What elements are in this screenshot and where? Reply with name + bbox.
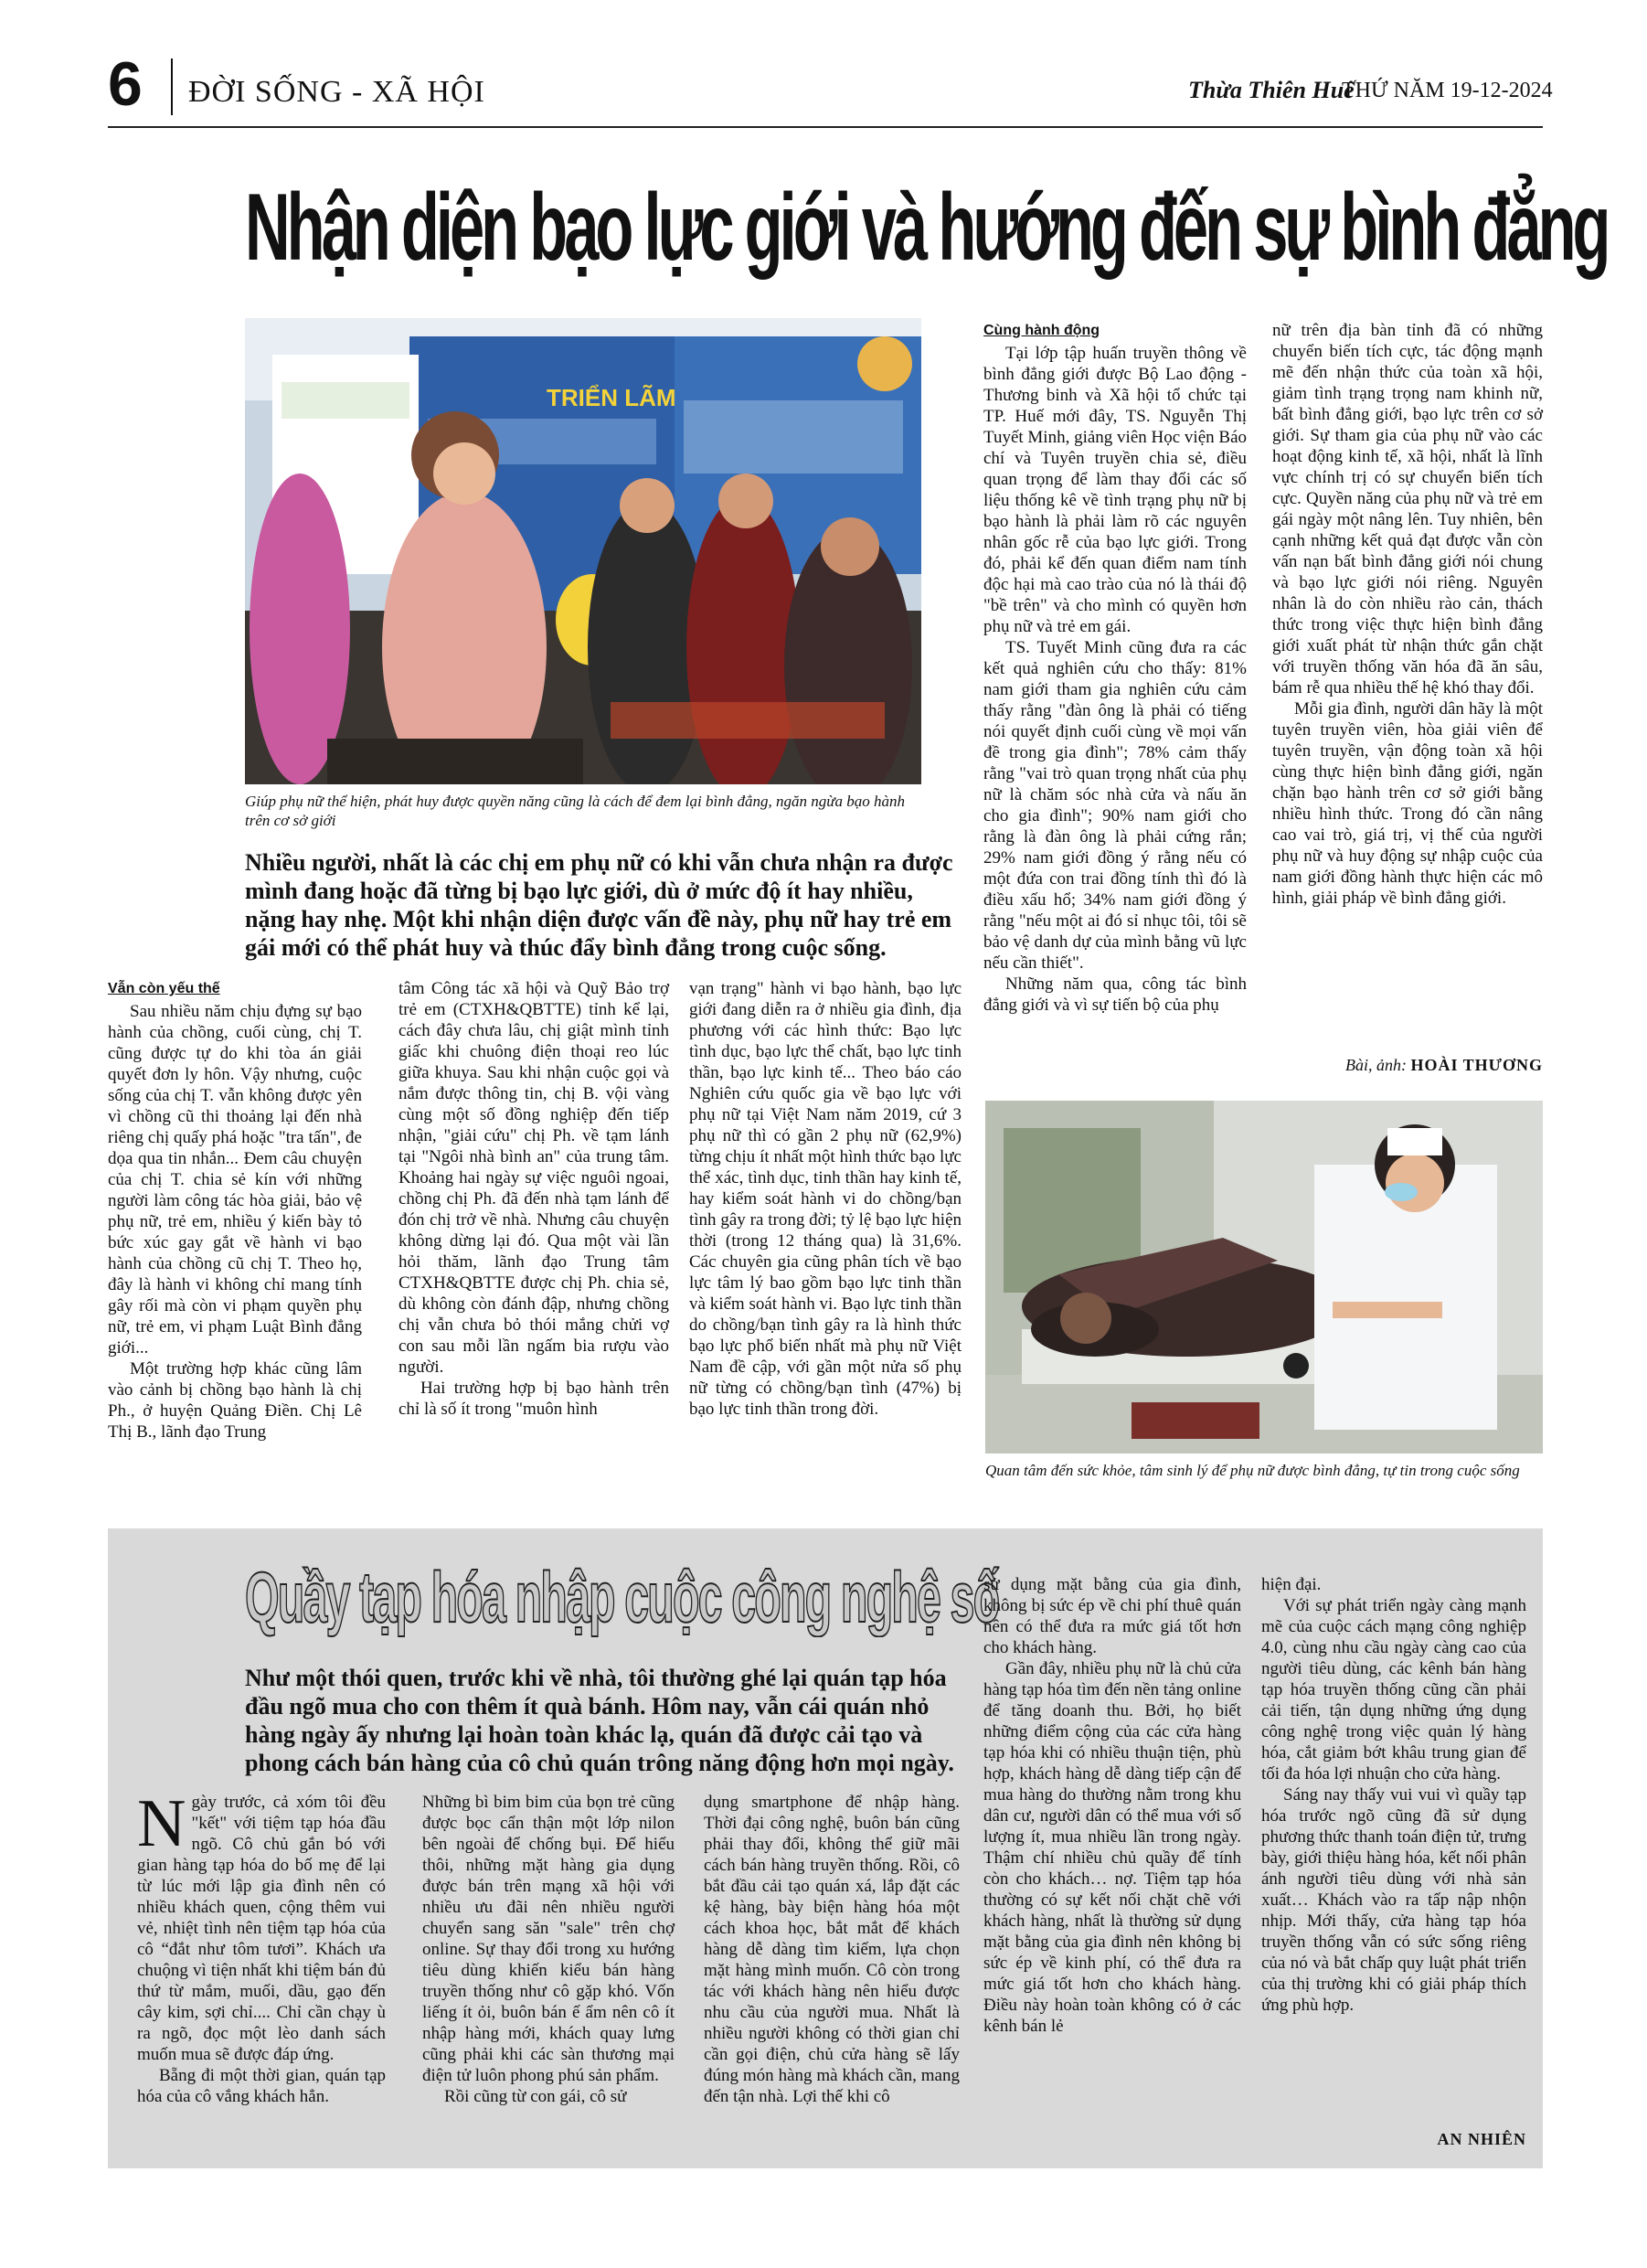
paragraph: Mỗi gia đình, người dân hãy là một tuyên truyền viên, hòa giải viên để tuyên truyền, vận động toàn xã hội cùng thực hiện bình đẳng giới, ngăn chặn bạo hành trên cơ sở giới bằng nhiều hình thức. Trong đó cần nâng cao vai trò, giá trị, vị thế của người phụ nữ và huy động sự nhập cuộc của nam giới đồng hành thực hiện các mô hình, giải pháp về bình đẳng giới. bbox=[1272, 699, 1543, 908]
paragraph: gày trước, cả xóm tôi đều "kết" với tiệm tạp hóa đầu ngõ. Cô chủ gắn bó với gian hàng tạp hóa do bố mẹ để lại từ lúc mới lập gia đình nên có nhiều khách quen, cộng thêm vui vẻ, nhiệt tình nên tiệm tạp hóa của cô “đắt như tôm tươi”. Khách ưa chuộng vì tiện nhất khi tiệm bán đủ thứ từ mắm, muối, dầu, gạo đến cây kim, sợi chỉ.... Chỉ cần chạy ù ra ngõ, đọc một lèo danh sách muốn mua sẽ được đáp ứng. bbox=[137, 1793, 386, 2064]
paragraph: dụng smartphone để nhập hàng. Thời đại công nghệ, buôn bán cũng phải thay đổi, không thể giữ mãi cách bán hàng truyền thống. Rồi, cô bắt đầu cải tạo quán xá, lắp đặt các kệ hàng, bày biện hàng hóa một cách khoa học, bắt mắt để khách hàng dễ dàng tìm kiếm, lựa chọn mặt hàng mình muốn. Cô còn trong tác với khách hàng nên hiểu được nhu cầu của người mua. Nhất là nhiều người không có thời gian chỉ cần gọi điện, chủ cửa hàng sẽ lấy đúng món hàng mà khách cần, mang đến tận nhà. Lợi thế khi cô bbox=[704, 1793, 960, 2106]
article2-column-2 bbox=[422, 1792, 675, 2107]
article1-column-5 bbox=[1272, 320, 1543, 909]
byline-author: AN NHIÊN bbox=[1437, 2130, 1526, 2148]
header-rule bbox=[108, 126, 1543, 128]
paragraph: TS. Tuyết Minh cũng đưa ra các kết quả nghiên cứu cho thấy: 81% nam giới tham gia nghiên cứu cảm thấy rằng "đàn ông là phải có tiếng nói quyết định cuối cùng về mọi vấn đề trong gia đình"; 78% cảm thấy rằng "vai trò quan trọng nhất của phụ nữ là chăm sóc nhà cửa và nấu ăn cho gia đình"; 90% nam giới cho rằng là đàn ông là phải cứng rắn; 29% nam giới đồng ý rằng nếu có một đứa con trai đồng tính thì đó là điều xấu hổ; 34% nam giới đồng ý rằng "nếu một ai đó sỉ nhục tôi, tôi sẽ bảo vệ danh dự của mình bằng vũ lực nếu cần thiết". bbox=[983, 638, 1247, 973]
dropcap-letter: N bbox=[137, 1786, 186, 1861]
paragraph: sử dụng mặt bằng của gia đình, không bị sức ép về chi phí thuê quán nên có thể đưa ra mức giá tốt hơn cho khách hàng. bbox=[983, 1575, 1241, 1657]
article1-subhead-1: Vẫn còn yếu thế bbox=[108, 981, 220, 996]
paragraph: Sáng nay thấy vui vui vì quầy tạp hóa trước ngõ cũng đã sử dụng phương thức thanh toán điện tử, trưng bày, giới thiệu hàng hóa, kết nối phân ánh người tiêu dùng với nhà sản xuất… Khách vào ra tấp nập nhộn nhịp. Mới thấy, cửa hàng tạp hóa truyền thống vẫn có sức sống riêng của nó và bắt chấp quy luật phát triển của thị trường khi có giải pháp thích ứng phù hợp. bbox=[1261, 1785, 1526, 2015]
article2-column-1 bbox=[137, 1786, 386, 2107]
paragraph: Những bì bim bim của bọn trẻ cũng được bọc cẩn thận một lớp nilon bên ngoài để chống bụi. Để hiểu thôi, những mặt hàng gia dụng được bán trên mạng xã hội với nhiều ưu đãi nên nhiều người chuyển sang săn "sale" trên chợ online. Sự thay đổi trong xu hướng tiêu dùng khiến kiểu bán hàng truyền thống như cô gặp khó. Vốn liếng ít ỏi, buôn bán ế ẩm nên cô ít nhập hàng mới, khách quay lưng cũng phải khi các sàn thương mại điện tử luôn phong phú sản phẩm. bbox=[422, 1793, 675, 2085]
article1-column-3 bbox=[689, 978, 962, 1420]
byline-author: HOÀI THƯƠNG bbox=[1410, 1056, 1543, 1074]
nurse-photo-illustration bbox=[985, 1101, 1543, 1453]
article2-column-5 bbox=[1261, 1574, 1526, 2016]
banner-text: TRIỂN LÃM bbox=[547, 384, 676, 411]
paragraph: Hai trường hợp bị bạo hành trên chỉ là số ít trong "muôn hình bbox=[398, 1379, 669, 1419]
exhibition-photo-illustration bbox=[245, 318, 921, 784]
paragraph: vạn trạng" hành vi bạo hành, bạo lực giới đang diễn ra ở nhiều gia đình, địa phương với các hình thức: Bạo lực tình dục, bạo lực thể chất, bạo lực tinh thần, bạo lực kinh tế... Theo báo cáo Nghiên cứu quốc gia về bạo lực với phụ nữ tại Việt Nam năm 2019, cứ 3 phụ nữ thì có gần 2 phụ nữ (62,9%) từng chịu ít nhất một hình thức bạo lực thể xác, tình dục, tinh thần hay kinh tế, hay kiểm soát hành vi do chồng/bạn tình gây ra trong đời; tỷ lệ bạo lực hiện thời (trong 12 tháng qua) là 31,6%. Các chuyên gia cũng phân tích về bạo lực tâm lý bao gồm bạo lực tinh thần và kiểm soát hành vi. Bạo lực tinh thần do chồng/bạn tình gây ra là hình thức bạo lực phổ biến nhất mà phụ nữ Việt Nam đề cập, với gần một nửa số phụ nữ từng có chồng/bạn tình (47%) bị bạo lực tinh thần trong đời. bbox=[689, 979, 962, 1419]
article1-column-1 bbox=[108, 978, 362, 1443]
paragraph: Gần đây, nhiều phụ nữ là chủ cửa hàng tạp hóa tìm đến nền tảng online để tăng doanh thu. Bởi, họ biết những điểm cộng của các cửa hàng tạp hóa khi có nhiều thuận tiện, phù hợp, khách hàng dễ dàng tiếp cận để mua hàng do thường nằm trong khu dân cư, người dân có thể mua với số lượng ít, mua nhiều lần trong ngày. Thậm chí nhiều chủ quầy để tính còn cho khách… nợ. Tiệm tạp hóa thường có sự kết nối chặt chẽ với khách hàng, nhất là thường sử dụng mặt bằng của gia đình nên không bị sức ép về kinh phí, có thể đưa ra mức giá tốt hơn cho khách hàng. Điều này hoàn toàn không có ở các kênh bán lẻ bbox=[983, 1659, 1241, 2036]
paragraph: Những năm qua, công tác bình đẳng giới và vì sự tiến bộ của phụ bbox=[983, 974, 1247, 1015]
paragraph: Tại lớp tập huấn truyền thông về bình đẳng giới được Bộ Lao động - Thương binh và Xã hội tổ chức tại TP. Huế mới đây, TS. Nguyễn Thị Tuyết Minh, giảng viên Học viện Báo chí và Tuyên truyền chia sẻ, điều quan trọng để làm thay đổi các số liệu thống kê về tình trạng phụ nữ bị bạo hành là phải làm rõ các nguyên nhân gốc rễ của bạo lực giới. Trong đó, phải kể đến quan điểm nam tính độc hại mà cao trào của nó là thái độ "bề trên" và cho mình có quyền hơn phụ nữ và trẻ em gái. bbox=[983, 344, 1247, 636]
header-divider bbox=[171, 59, 173, 115]
article2-lead: Như một thói quen, trước khi về nhà, tôi thường ghé lại quán tạp hóa đầu ngõ mua cho con thêm ít quà bánh. Hôm nay, vẫn cái quán nhỏ hàng ngày ấy nhưng lại hoàn toàn khác lạ, quán đã được cải tạo và phong cách bán hàng của cô chủ quán trông năng động hơn mọi ngày. bbox=[245, 1665, 954, 1776]
issue-date: THỨ NĂM 19-12-2024 bbox=[1342, 79, 1553, 102]
article1-column-4 bbox=[983, 320, 1247, 1016]
article2-headline: Quầy tạp hóa nhập cuộc công nghệ số bbox=[245, 1557, 999, 1637]
article2-column-4 bbox=[983, 1574, 1241, 2037]
article1-photo-exhibition bbox=[245, 318, 921, 784]
paragraph: nữ trên địa bàn tỉnh đã có những chuyển biến tích cực, tác động mạnh mẽ đến nhận thức của toàn xã hội, giảm tình trạng trọng nam khinh nữ, bất bình đẳng giới, bạo lực trên cơ sở giới. Sự tham gia của phụ nữ vào các hoạt động kinh tế, xã hội, nhất là lĩnh vực chính trị có sự chuyển biến tích cực. Quyền năng của phụ nữ và trẻ em gái ngày một nâng lên. Tuy nhiên, bên cạnh những kết quả đạt được vẫn còn vấn nạn bất bình đẳng giới nói chung và bạo lực giới nói riêng. Nguyên nhân là do còn nhiều rào cản, thách thức trong việc thực hiện bình đẳng giới xuất phát từ nhận thức gắn chặt với truyền thống văn hóa đã ăn sâu, bám rễ qua nhiều thế hệ khó thay đổi. bbox=[1272, 321, 1543, 697]
article1-subhead-2: Cùng hành động bbox=[983, 323, 1100, 338]
newspaper-name: Thừa Thiên Huế bbox=[1188, 77, 1355, 103]
paragraph: Bẵng đi một thời gian, quán tạp hóa của cô vắng khách hẳn. bbox=[137, 2066, 386, 2106]
section-title: ĐỜI SỐNG - XÃ HỘI bbox=[188, 75, 485, 109]
article1-byline bbox=[1272, 1056, 1543, 1075]
article1-column-2 bbox=[398, 978, 669, 1420]
paragraph: hiện đại. bbox=[1261, 1575, 1322, 1594]
article2-byline bbox=[1261, 2130, 1526, 2149]
paragraph: Rồi cũng từ con gái, cô sử bbox=[444, 2087, 627, 2106]
page-number: 6 bbox=[108, 49, 143, 119]
paragraph: tâm Công tác xã hội và Quỹ Bảo trợ trẻ em (CTXH&QBTTE) tỉnh kể lại, cách đây chưa lâu, chị giật mình tỉnh giấc khi chuông điện thoại reo lúc giữa khuya. Sau khi nhận cuộc gọi và nắm được thông tin, chị B. vội vàng cùng một số đồng nghiệp đến tiếp nhận, "giải cứu" chị Ph. về tạm lánh tại "Ngôi nhà bình an" của trung tâm. Khoảng hai ngày sự việc nguôi ngoai, chồng chị Ph. đã đến nhà tạm lánh để đón chị trở về nhà. Nhưng câu chuyện không dừng lại đó. Qua một vài lần hỏi thăm, lãnh đạo Trung tâm CTXH&QBTTE được chị Ph. chia sẻ, dù không còn đánh đập, nhưng chồng chị vẫn chưa bỏ thói mắng chửi vợ con sau mỗi lần ngấm bia rượu vào người. bbox=[398, 979, 669, 1377]
article1-photo1-caption: Giúp phụ nữ thể hiện, phát huy được quyền năng cũng là cách để đem lại bình đẳng, ngăn ngừa bạo hành trên cơ sở giới bbox=[245, 793, 905, 829]
article1-headline: Nhận diện bạo lực giới và hướng đến sự bình đẳng bbox=[245, 175, 1608, 281]
paragraph: Một trường hợp khác cũng lâm vào cảnh bị chồng bạo hành là chị Ph., ở huyện Quảng Điền. Chị Lê Thị B., lãnh đạo Trung bbox=[108, 1359, 362, 1442]
article1-photo-nurse bbox=[985, 1101, 1543, 1453]
article2-column-3 bbox=[704, 1792, 960, 2107]
paragraph: Sau nhiều năm chịu đựng sự bạo hành của chồng, cuối cùng, chị T. cũng được tự do khi tòa án giải quyết đơn ly hôn. Vậy nhưng, cuộc sống của chị T. vẫn không được yên vì chồng cũ thi thoảng lại đến nhà riêng chị quấy phá hoặc "tra tấn", đe dọa qua tin nhắn... Đem câu chuyện của chị T. chia sẻ kín với những người làm công tác hòa giải, bảo vệ phụ nữ, trẻ em, nhiều ý kiến bày tỏ bức xúc gay gắt về hành vi bạo hành của chồng cũ chị T. Theo họ, đây là hành vi không chỉ mang tính gây rối mà còn vi phạm quyền phụ nữ, trẻ em, vi phạm Luật Bình đẳng giới... bbox=[108, 1002, 362, 1358]
paragraph: Với sự phát triển ngày càng mạnh mẽ của cuộc cách mạng công nghiệp 4.0, cùng nhu cầu ngày càng cao của người tiêu dùng, các kênh bán hàng tạp hóa truyền thống cũng cần phải cải tiến, tận dụng những ứng dụng công nghệ trong việc quản lý hàng hóa, cắt giảm bớt khâu trung gian để tối đa hóa lợi nhuận cho cửa hàng. bbox=[1261, 1596, 1526, 1784]
article1-lead: Nhiều người, nhất là các chị em phụ nữ có khi vẫn chưa nhận ra được mình đang hoặc đã từng bị bạo lực giới, dù ở mức độ ít hay nhiều, nặng hay nhẹ. Một khi nhận diện được vấn đề này, phụ nữ hay trẻ em gái mới có thể phát huy và thúc đẩy bình đẳng trong cuộc sống. bbox=[245, 849, 953, 961]
byline-label: Bài, ảnh: bbox=[1344, 1056, 1407, 1074]
article1-photo2-caption: Quan tâm đến sức khỏe, tâm sinh lý để phụ nữ được bình đẳng, tự tin trong cuộc sống bbox=[985, 1462, 1520, 1479]
